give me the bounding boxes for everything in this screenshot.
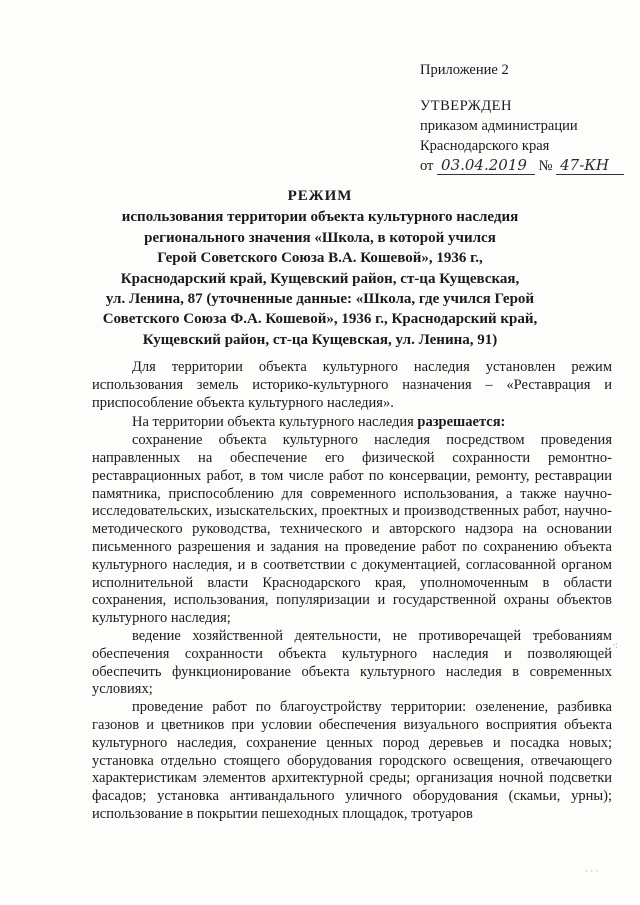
appendix-label: Приложение 2: [420, 62, 509, 78]
approval-stamp-block: [420, 60, 630, 176]
title-line: использования территории объекта культурного наследия: [121, 209, 519, 226]
approval-line-1: приказом администрации: [420, 118, 578, 134]
approved-label: УТВЕРЖДЕН: [420, 98, 512, 114]
document-body: [92, 359, 612, 824]
date-prefix: от: [420, 158, 434, 174]
document-title-block: [80, 186, 560, 350]
handwritten-date: 03.04.2019: [437, 157, 535, 175]
permitted-prefix: На территории объекта культурного наследия: [132, 414, 418, 431]
title-line: регионального значения «Школа, в которой учился: [144, 229, 496, 246]
approval-line-2: Краснодарского края: [420, 138, 550, 154]
scan-artifact: ·:: [612, 640, 618, 650]
paragraph-regime: Для территории объекта культурного наследия установлен режим использования земель историко-культурного назначения – «Реставрация и приспособление объекта культурного наследия».: [92, 359, 612, 411]
paragraph-preservation: сохранение объекта культурного наследия посредством проведения направленных на обеспечение его физической сохранности ремонтно-реставрационных работ, в том числе работ по консервации, ремонту, реставрации памятника, приспособлению для современного использования, а также научно-исследовательских, изыскательских, проектных и производственных работ, научно-методического руководства, технического и авторского надзора на основании письменного разрешения и задания на проведение работ по сохранению объекта культурного наследия, и в соответствии с документацией, согласованной органом исполнительной власти Краснодарского края, уполномоченным в области сохранения, использования, популяризации и государственной охраны объектов культурного наследия;: [92, 432, 612, 627]
order-date-number-line: [420, 156, 630, 176]
paragraph-economic-activity: ведение хозяйственной деятельности, не противоречащей требованиям обеспечения сохранности объекта культурного наследия и позволяющей обеспечить функционирование объекта культурного наследия в современных условиях;: [92, 627, 612, 698]
number-prefix: №: [538, 158, 553, 174]
title-line: ул. Ленина, 87 (уточненные данные: «Школа, где учился Герой: [105, 291, 535, 308]
title-line: Кущевский район, ст-ца Кущевская, ул. Ленина, 91): [142, 331, 498, 348]
handwritten-number: 47-КН: [556, 157, 624, 175]
title-line: Герой Советского Союза В.А. Кошевой», 1936 г.,: [157, 250, 483, 267]
title-line: Краснодарский край, Кущевский район, ст-ца Кущевская,: [120, 270, 520, 287]
permitted-label: разрешается:: [417, 414, 506, 431]
scan-artifact: · · ·: [585, 866, 599, 876]
title-line: Советского Союза Ф.А. Кошевой», 1936 г., Краснодарский край,: [102, 311, 538, 328]
paragraph-landscaping: проведение работ по благоустройству территории: озеленение, разбивка газонов и цветников при условии обеспечения визуального восприятия объекта культурного наследия, сохранение ценных пород деревьев и посадка новых; установка отдельно стоящего оборудования городского освещения, отвечающего характеристикам элементов архитектурной среды; организация ночной подсветки фасадов; установка антивандального уличного оборудования (скамьи, урны); использование в покрытии пешеходных площадок, тротуаров: [92, 699, 612, 822]
paragraph-permitted-heading: [92, 414, 612, 432]
document-title: РЕЖИМ: [287, 188, 353, 204]
